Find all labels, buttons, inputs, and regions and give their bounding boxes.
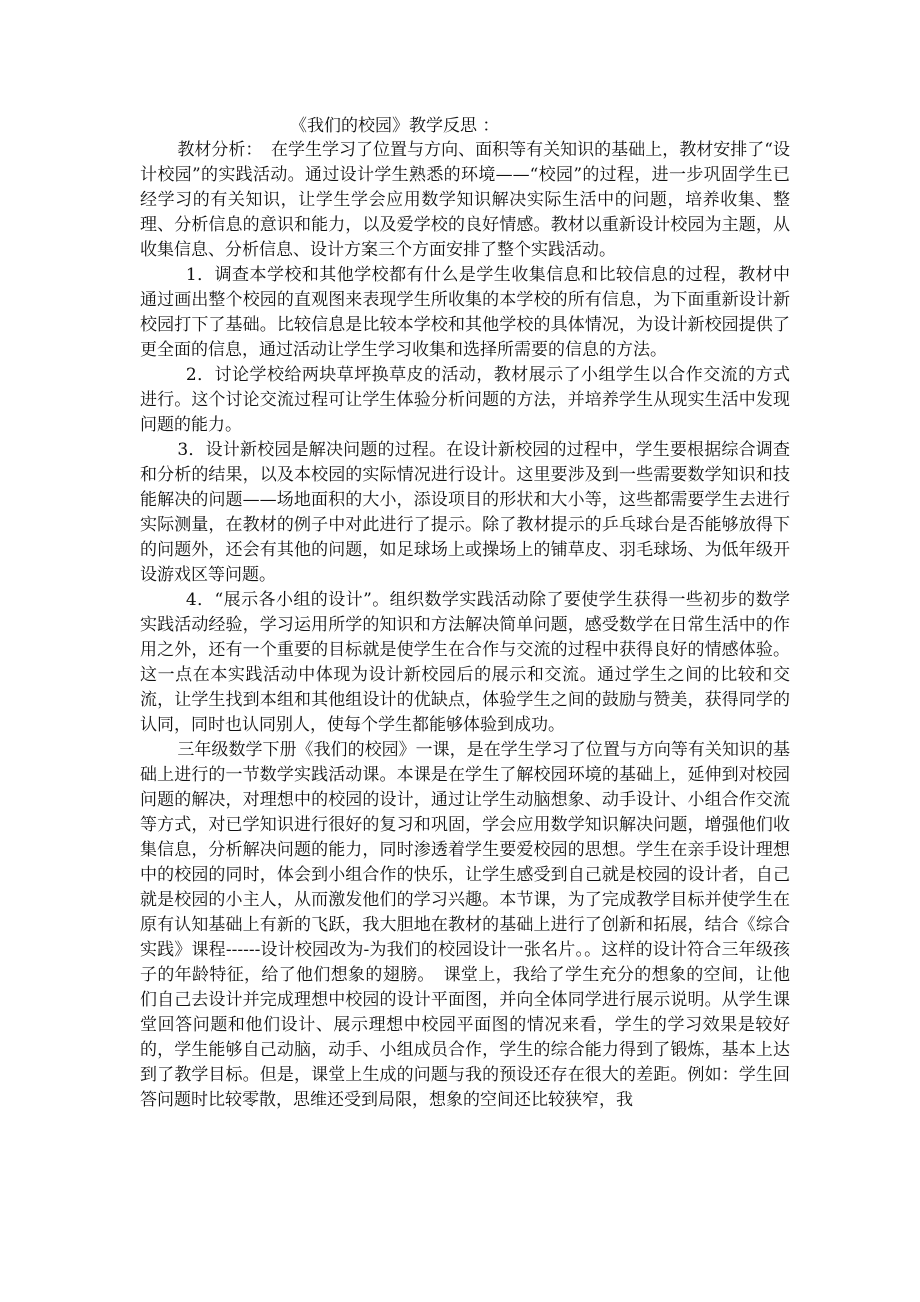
paragraph-reflection: 三年级数学下册《我们的校园》一课，是在学生学习了位置与方向等有关知识的基础上进行的一节数学实践活动课。本课是在学生了解校园环境的基础上，延伸到对校园问题的解决，对理想中的校园的设计，通过让学生动脑想象、动手设计、小组合作交流等方式，对已学知识进行很好的复习和巩固，学会应用数学知识解决问题，增强他们收集信息，分析解决问题的能力，同时渗透着学生要爱校园的思想。学生在亲手设计理想中的校园的同时，体会到小组合作的快乐，让学生感受到自己就是校园的设计者，自己就是校园的小主人，从而激发他们的学习兴趣。本节课，为了完成教学目标并使学生在原有认知基础上有新的飞跃，我大胆地在教材的基础上进行了创新和拓展，结合《综合实践》课程------设计校园改为-为我们的校园设计一张名片。。这样的设计符合三年级孩子的年龄特征，给了他们想象的翅膀。 课堂上，我给了学生充分的想象的空间，让他们自己去设计并完成理想中校园的设计平面图，并向全体同学进行展示说明。从学生课堂回答问题和他们设计、展示理想中校园平面图的情况来看，学生的学习效果是较好的，学生能够自己动脑，动手、小组成员合作，学生的综合能力得到了锻炼，基本上达到了教学目标。但是，课堂上生成的问题与我的预设还存在很大的差距。例如：学生回答问题时比较零散，思维还受到局限，想象的空间还比较狭窄，我 bbox=[140, 740, 790, 1110]
document-body bbox=[140, 138, 790, 1113]
document-title: 《我们的校园》教学反思 ： bbox=[290, 116, 500, 136]
paragraph-item-1: 1．调查本学校和其他学校都有什么是学生收集信息和比较信息的过程，教材中通过画出整个校园的直观图来表现学生所收集的本学校的所有信息，为下面重新设计新校园打下了基础。比较信息是比较本学校和其他学校的具体情况，为设计新校园提供了更全面的信息，通过活动让学生学习收集和选择所需要的信息的方法。 bbox=[140, 265, 790, 360]
paragraph-item-2: 2．讨论学校给两块草坪换草皮的活动，教材展示了小组学生以合作交流的方式进行。这个讨论交流过程可让学生体验分析问题的方法，并培养学生从现实生活中发现问题的能力。 bbox=[140, 365, 790, 435]
paragraph-item-3: 3．设计新校园是解决问题的过程。在设计新校园的过程中，学生要根据综合调查和分析的结果，以及本校园的实际情况进行设计。这里要涉及到一些需要数学知识和技能解决的问题——场地面积的大小，添设项目的形状和大小等，这些都需要学生去进行实际测量，在教材的例子中对此进行了提示。除了教材提示的乒乓球台是否能够放得下的问题外，还会有其他的问题，如足球场上或操场上的铺草皮、羽毛球场、为低年级开设游戏区等问题。 bbox=[140, 440, 790, 585]
paragraph-item-4: 4．“展示各小组的设计”。组织数学实践活动除了要使学生获得一些初步的数学实践活动经验，学习运用所学的知识和方法解决简单问题，感受数学在日常生活中的作用之外，还有一个重要的目标就是使学生在合作与交流的过程中获得良好的情感体验。这一点在本实践活动中体现为设计新校园后的展示和交流。通过学生之间的比较和交流，让学生找到本组和其他组设计的优缺点，体验学生之间的鼓励与赞美，获得同学的认同，同时也认同别人，使每个学生都能够体验到成功。 bbox=[140, 590, 790, 735]
paragraph-analysis: 教材分析： 在学生学习了位置与方向、面积等有关知识的基础上，教材安排了“设计校园”的实践活动。通过设计学生熟悉的环境——“校园”的过程，进一步巩固学生已经学习的有关知识，让学生学会应用数学知识解决实际生活中的问题，培养收集、整理、分析信息的意识和能力，以及爱学校的良好情感。教材以重新设计校园为主题，从收集信息、分析信息、设计方案三个方面安排了整个实践活动。 bbox=[140, 140, 790, 260]
